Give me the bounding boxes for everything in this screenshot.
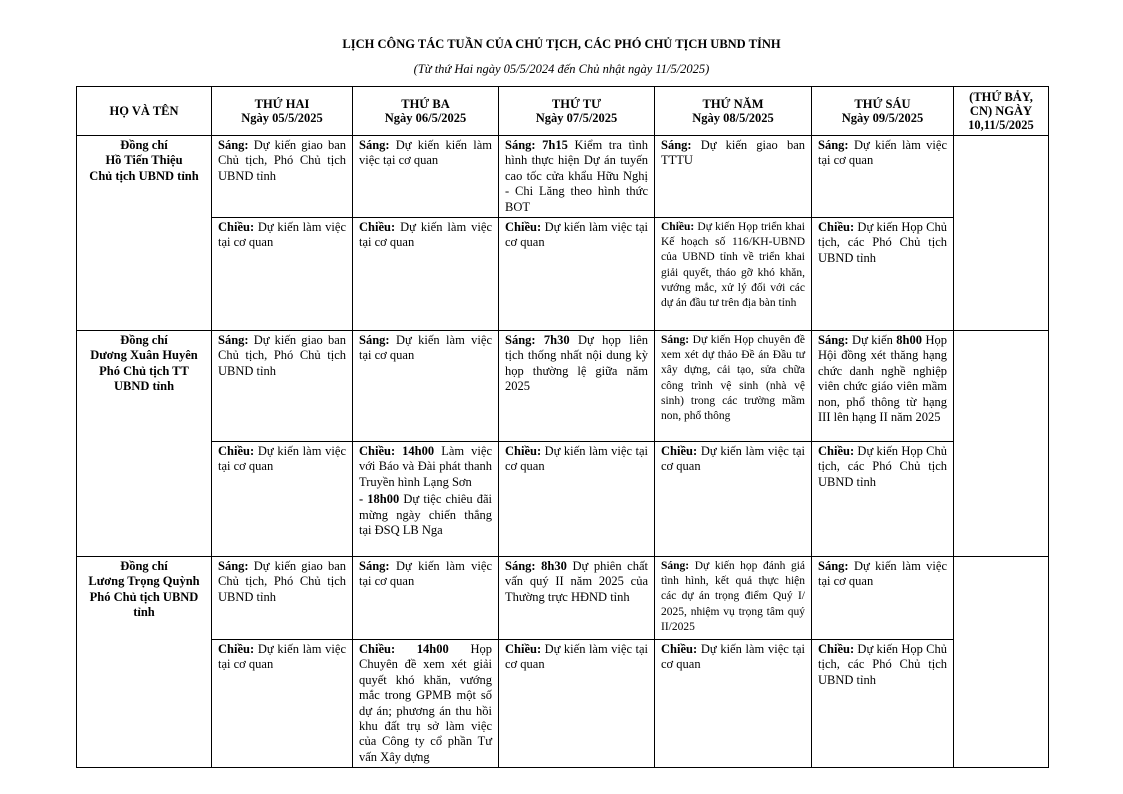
schedule-text: Dự kiến giao ban Chủ tịch, Phó Chủ tịch UBND tỉnh xyxy=(218,333,346,378)
time-label: Chiều: xyxy=(818,444,855,459)
person-name-line: Đồng chí xyxy=(120,138,168,152)
time-label: Chiều: xyxy=(218,220,255,235)
schedule-text: Dự kiến giao ban Chủ tịch, Phó Chủ tịch UBND tỉnh xyxy=(218,559,346,604)
schedule-text: Dự kiến làm việc tại cơ quan xyxy=(505,642,648,672)
schedule-text: Dự kiến làm việc tại cơ quan xyxy=(218,444,346,474)
time-label: Chiều: xyxy=(661,642,698,657)
schedule-text: Dự kiến làm việc tại cơ quan xyxy=(818,559,947,589)
schedule-text: Dự phiên chất vấn quý II năm 2025 của Thường trực HĐND tỉnh xyxy=(505,559,648,604)
morning-schedule-cell xyxy=(812,331,954,442)
time-label: Sáng: xyxy=(818,333,849,348)
table-row xyxy=(77,136,1049,218)
morning-schedule-cell xyxy=(212,331,353,442)
page-title: LỊCH CÔNG TÁC TUẦN CỦA CHỦ TỊCH, CÁC PHÓ CHỦ TỊCH UBND TỈNH xyxy=(342,37,781,51)
morning-schedule-cell xyxy=(655,136,812,218)
time-label: Sáng: xyxy=(359,559,390,574)
afternoon-schedule-cell xyxy=(212,442,353,557)
time-label: Sáng: xyxy=(661,334,690,347)
person-name xyxy=(77,557,212,768)
weekend-cell xyxy=(954,136,1049,331)
person-name-line: Lương Trọng Quỳnh xyxy=(88,574,200,589)
morning-schedule-cell xyxy=(655,331,812,442)
person-name-line: Chủ tịch UBND tỉnh xyxy=(89,168,199,183)
time-label: Sáng: xyxy=(818,138,849,152)
person-name-line: Đồng chí xyxy=(120,559,168,574)
time-label: Chiều: xyxy=(661,444,698,459)
morning-schedule-cell xyxy=(353,331,499,442)
person-name-line: tỉnh xyxy=(133,605,155,620)
time-label: Chiều: xyxy=(505,444,542,459)
afternoon-schedule-cell xyxy=(353,640,499,768)
schedule-text: Dự tiệc chiêu đãi mừng ngày chiến thắng tại ĐSQ LB Nga xyxy=(359,492,492,538)
afternoon-schedule-cell xyxy=(212,640,353,768)
schedule-text: Dự kiến Họp Chủ tịch, các Phó Chủ tịch UBND tỉnh xyxy=(818,220,947,265)
afternoon-schedule-cell xyxy=(499,442,655,557)
person-name xyxy=(77,136,212,331)
schedule-text: Dự kiến giao ban Chủ tịch, Phó Chủ tịch UBND tỉnh xyxy=(218,138,346,183)
person-name-line: Phó Chủ tịch TT xyxy=(99,363,189,378)
person-name-line: Hồ Tiến Thiệu xyxy=(105,153,183,168)
time-label: Chiều: xyxy=(818,642,855,657)
time-label: Chiều: xyxy=(818,220,855,235)
schedule-text: Dự kiến Họp Chủ tịch, các Phó Chủ tịch UBND tỉnh xyxy=(818,444,947,489)
header-weekend: (THỨ BẢY, CN) NGÀY 10,11/5/2025 xyxy=(954,87,1049,136)
time-label: Sáng: 7h15 xyxy=(505,138,568,152)
morning-schedule-cell xyxy=(812,136,954,218)
schedule-text: Dự kiến làm việc tại cơ quan xyxy=(505,444,648,474)
header-row xyxy=(77,87,1049,136)
schedule-table xyxy=(76,86,1049,768)
table-row xyxy=(77,557,1049,640)
afternoon-schedule-cell xyxy=(655,442,812,557)
header-day-thu: THỨ NĂM Ngày 08/5/2025 xyxy=(655,87,812,136)
time-label: Chiều: xyxy=(661,221,695,234)
morning-schedule-cell xyxy=(812,557,954,640)
schedule-text: Dự kiến làm việc tại cơ quan xyxy=(218,642,346,672)
afternoon-schedule-cell xyxy=(812,218,954,331)
afternoon-schedule-cell xyxy=(212,218,353,331)
person-name-line: UBND tỉnh xyxy=(113,379,175,394)
time-label: Sáng: xyxy=(359,138,390,152)
weekend-cell xyxy=(954,331,1049,557)
morning-schedule-cell xyxy=(212,136,353,218)
schedule-text: Làm việc với Báo và Đài phát thanh Truyền hình Lạng Sơn xyxy=(359,444,492,489)
header-day-mon: THỨ HAI Ngày 05/5/2025 xyxy=(212,87,353,136)
morning-schedule-cell xyxy=(655,557,812,640)
person-name-line: Dương Xuân Huyên xyxy=(90,348,198,363)
time-label: 8h00 xyxy=(896,333,922,348)
schedule-text: Dự kiến làm việc tại cơ quan xyxy=(359,559,492,589)
schedule-text: Dự kiến làm việc tại cơ quan xyxy=(818,138,947,168)
person-name-line: Đồng chí xyxy=(120,333,168,348)
time-label: Chiều: xyxy=(218,444,255,459)
afternoon-schedule-cell xyxy=(353,442,499,557)
afternoon-schedule-cell xyxy=(353,218,499,331)
schedule-text: Dự kiến làm việc tại cơ quan xyxy=(661,444,805,474)
time-label: Sáng: 8h30 xyxy=(505,559,567,574)
schedule-text: Họp Chuyên đề xem xét giải quyết khó khăn, vướng mắc trong GPMB một số dự án; phương án thu hồi khu đất trụ sở làm việc của Công ty cổ phần Tư vấn Xây dựng xyxy=(359,642,492,764)
schedule-text: Dự kiến xyxy=(848,333,897,348)
schedule-text: Dự kiến làm việc tại cơ quan xyxy=(218,220,346,250)
time-label: Chiều: xyxy=(505,220,542,235)
person-name xyxy=(77,331,212,557)
time-label: Chiều: xyxy=(359,220,396,235)
person-name-line: Phó Chủ tịch UBND xyxy=(89,589,199,604)
weekend-cell xyxy=(954,557,1049,768)
afternoon-schedule-cell xyxy=(655,640,812,768)
table-row xyxy=(77,218,1049,331)
schedule-text: Dự kiến làm việc tại cơ quan xyxy=(359,220,492,250)
schedule-text: Dự kiến làm việc tại cơ quan xyxy=(661,642,805,672)
schedule-text: Dự kiến Họp triển khai Kế hoạch số 116/KH-UBND của UBND tỉnh về triển khai giải quyết, tháo gỡ khó khăn, vướng mắc, xử lý đối với các dự án đầu tư trên địa bàn tỉnh xyxy=(661,221,805,310)
afternoon-schedule-cell xyxy=(812,442,954,557)
time-label: Sáng: xyxy=(661,560,690,573)
time-label: Sáng: xyxy=(218,138,249,152)
schedule-text: Dự kiến kiến làm việc tại cơ quan xyxy=(359,138,492,168)
morning-schedule-cell xyxy=(212,557,353,640)
afternoon-schedule-cell xyxy=(655,218,812,331)
time-label: Sáng: 7h30 xyxy=(505,333,570,348)
time-label: - 18h00 xyxy=(359,492,400,507)
schedule-text: Dự kiến họp đánh giá tình hình, kết quả thực hiện các dự án trọng điểm Quý I/ 2025, nhiệm vụ trọng tâm quý II/2025 xyxy=(661,560,805,633)
header-day-wed: THỨ TƯ Ngày 07/5/2025 xyxy=(499,87,655,136)
time-label: Sáng: xyxy=(218,333,249,348)
schedule-text: Họp Hội đồng xét thăng hạng chức danh nghề nghiệp viên chức giáo viên mầm non, phổ thông từ hạng III lên hạng II năm 2025 xyxy=(818,333,947,425)
time-label: Sáng: xyxy=(218,559,249,574)
schedule-text: Dự kiến làm việc tại cơ quan xyxy=(505,220,648,250)
afternoon-schedule-cell xyxy=(812,640,954,768)
table-row xyxy=(77,442,1049,557)
schedule-text: Dự kiến Họp chuyên đề xem xét dự thảo Đề án Đầu tư xây dựng, cải tạo, sửa chữa công trình vệ sinh (nhà vệ sinh) trong các trường mầm non, phổ thông xyxy=(661,334,805,423)
schedule-text: Dự kiến Họp Chủ tịch, các Phó Chủ tịch UBND tỉnh xyxy=(818,642,947,687)
time-label: Sáng: xyxy=(661,138,692,152)
morning-schedule-cell xyxy=(353,136,499,218)
time-label: Chiều: 14h00 xyxy=(359,444,435,459)
header-day-tue: THỨ BA Ngày 06/5/2025 xyxy=(353,87,499,136)
schedule-text: Dự họp liên tịch thống nhất nội dung kỳ họp thường lệ giữa năm 2025 xyxy=(505,333,648,394)
table-row xyxy=(77,331,1049,442)
time-label: Chiều: xyxy=(505,642,542,657)
afternoon-schedule-cell xyxy=(499,640,655,768)
table-row xyxy=(77,640,1049,768)
time-label: Chiều: xyxy=(218,642,255,657)
morning-schedule-cell xyxy=(499,557,655,640)
morning-schedule-cell xyxy=(499,331,655,442)
time-label: Sáng: xyxy=(818,559,849,574)
morning-schedule-cell xyxy=(353,557,499,640)
header-name: HỌ VÀ TÊN xyxy=(77,87,212,136)
schedule-text: Dự kiến làm việc tại cơ quan xyxy=(359,333,492,363)
time-label: Sáng: xyxy=(359,333,390,348)
schedule-text: Kiểm tra tình hình thực hiện Dự án tuyến cao tốc cửa khẩu Hữu Nghị - Chi Lăng theo hình thức BOT xyxy=(505,138,648,214)
schedule-text: Dự kiến giao ban TTTU xyxy=(661,138,805,168)
header-day-fri: THỨ SÁU Ngày 09/5/2025 xyxy=(812,87,954,136)
time-label: Chiều: 14h00 xyxy=(359,642,449,657)
page-subtitle: (Từ thứ Hai ngày 05/5/2024 đến Chủ nhật ngày 11/5/2025) xyxy=(413,62,710,76)
afternoon-schedule-cell xyxy=(499,218,655,331)
morning-schedule-cell xyxy=(499,136,655,218)
